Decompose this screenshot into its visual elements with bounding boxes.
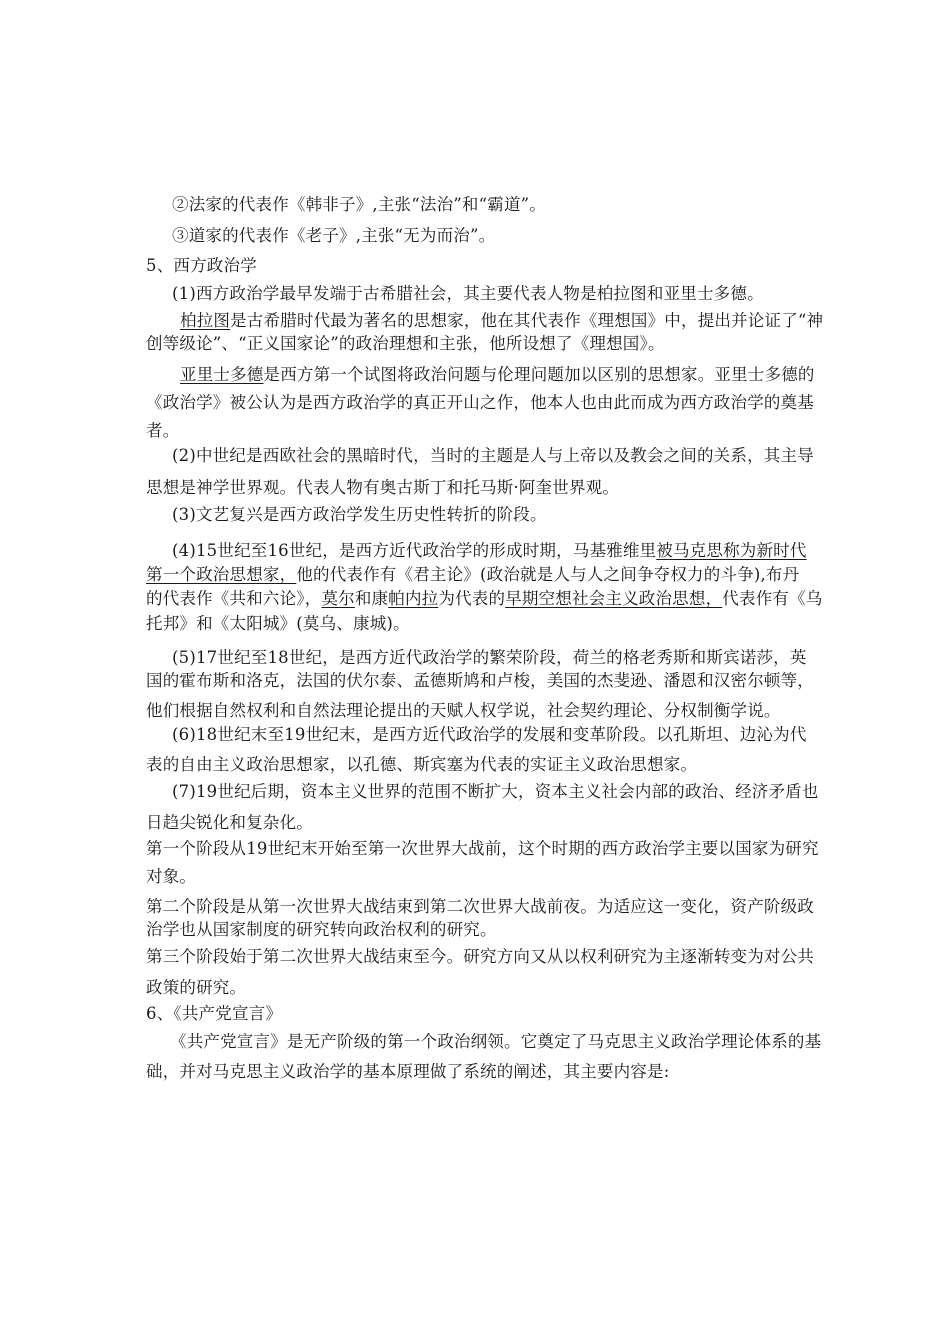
- text-line: 他们根据自然权利和自然法理论提出的天赋人权学说，社会契约理论、分权制衡学说。: [146, 701, 781, 720]
- text-line: 国的霍布斯和洛克，法国的伏尔泰、孟德斯鸠和卢梭，美国的杰斐逊、潘恩和汉密尔顿等，: [146, 671, 814, 690]
- underlined-term: 帕内拉: [388, 589, 439, 608]
- underlined-phrase: 第一个政治思想家，: [146, 565, 297, 584]
- text-line: 日趋尖锐化和复杂化。: [146, 813, 313, 832]
- text-line: 础，并对马克思主义政治学的基本原理做了系统的阐述，其主要内容是:: [146, 1062, 670, 1081]
- underlined-term: 柏拉图: [180, 311, 231, 330]
- text-line: 的代表作《共和六论》，莫尔和康帕内拉为代表的早期空想社会主义政治思想，代表作有《乌: [146, 589, 823, 608]
- text-line: ③道家的代表作《老子》,主张“无为而治”。: [172, 226, 496, 245]
- underlined-term: 亚里士多德: [180, 365, 264, 384]
- section-heading: 6、《共产党宣言》: [146, 1004, 283, 1023]
- text-line: 柏拉图是古希腊时代最为著名的思想家，他在其代表作《理想国》中，提出并论证了“神: [180, 311, 824, 330]
- section-heading: 5、西方政治学: [146, 256, 257, 275]
- text-line: (1)西方政治学最早发端于古希腊社会，其主要代表人物是柏拉图和亚里士多德。: [172, 284, 764, 303]
- underlined-phrase: 被马克思称为新时代: [656, 541, 807, 560]
- text-line: 者。: [146, 421, 180, 440]
- underlined-phrase: 早期空想社会主义政治思想，: [505, 589, 723, 608]
- text-line: (4)15世纪至16世纪，是西方近代政治学的形成时期，马基雅维里被马克思称为新时代: [172, 541, 807, 560]
- text-line: 政策的研究。: [146, 978, 247, 997]
- underlined-term: 莫尔: [321, 589, 355, 608]
- text-line: 托邦》和《太阳城》(莫乌、康城)。: [146, 614, 410, 633]
- text-line: 第一个政治思想家，他的代表作有《君主论》(政治就是人与人之间争夺权力的斗争),布丹: [146, 565, 800, 584]
- text-line: 表的自由主义政治思想家，以孔德、斯宾塞为代表的实证主义政治思想家。: [146, 755, 698, 774]
- text-line: (3)文艺复兴是西方政治学发生历史性转折的阶段。: [172, 505, 547, 524]
- text-line: (6)18世纪末至19世纪末，是西方近代政治学的发展和变革阶段。以孔斯坦、边沁为代: [172, 725, 807, 744]
- text-line: 第一个阶段从19世纪末开始至第一次世界大战前，这个时期的西方政治学主要以国家为研究: [146, 839, 819, 858]
- text-line: ②法家的代表作《韩非子》,主张“法治”和“霸道”。: [172, 195, 546, 214]
- text-line: 第二个阶段是从第一次世界大战结束到第二次世界大战前夜。为适应这一变化，资产阶级政: [146, 897, 814, 916]
- text-line: 思想是神学世界观。代表人物有奥古斯丁和托马斯·阿奎世界观。: [146, 478, 620, 497]
- text-line: 《共产党宣言》是无产阶级的第一个政治纲领。它奠定了马克思主义政治学理论体系的基: [170, 1032, 822, 1051]
- text-line: 第三个阶段始于第二次世界大战结束至今。研究方向又从以权利研究为主逐渐转变为对公共: [146, 947, 814, 966]
- text-line: (7)19世纪后期，资本主义世界的范围不断扩大，资本主义社会内部的政治、经济矛盾也: [172, 782, 819, 801]
- text-line: (2)中世纪是西欧社会的黑暗时代，当时的主题是人与上帝以及教会之间的关系，其主导: [172, 446, 814, 465]
- text-line: (5)17世纪至18世纪，是西方近代政治学的繁荣阶段，荷兰的格老秀斯和斯宾诺莎，英: [172, 648, 807, 667]
- text-line: 对象。: [146, 867, 197, 886]
- text-line: 亚里士多德是西方第一个试图将政治问题与伦理问题加以区别的思想家。亚里士多德的: [180, 365, 815, 384]
- text-line: 创等级论”、“正义国家论”的政治理想和主张，他所设想了《理想国》。: [146, 334, 665, 353]
- text-line: 《政治学》被公认为是西方政治学的真正开山之作，他本人也由此而成为西方政治学的奠基: [146, 393, 814, 412]
- text-line: 治学也从国家制度的研究转向政治权利的研究。: [146, 920, 497, 939]
